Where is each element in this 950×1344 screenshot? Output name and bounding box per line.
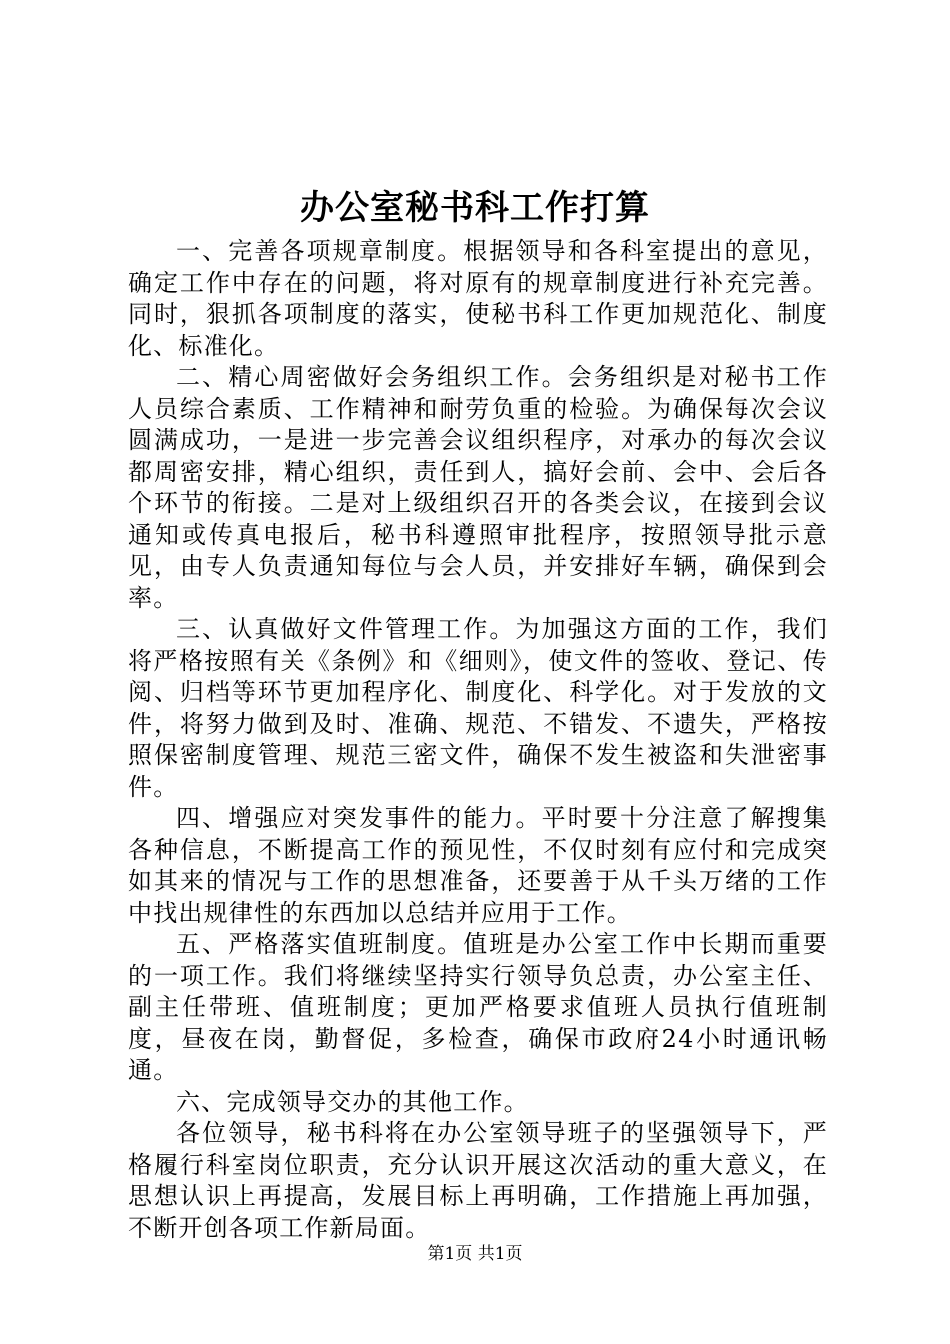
document-title: 办公室秘书科工作打算	[300, 188, 650, 228]
paragraph-6: 六、完成领导交办的其他工作。	[176, 1087, 529, 1116]
paragraph-1: 一、完善各项规章制度。根据领导和各科室提出的意见，确定工作中存在的问题，将对原有的规章制度进行补充完善。同时，狠抓各项制度的落实，使秘书科工作更加规范化、制度化、标准化。	[128, 237, 828, 360]
page-number-footer: 第1页 共1页	[427, 1244, 523, 1264]
paragraph-2: 二、精心周密做好会务组织工作。会务组织是对秘书工作人员综合素质、工作精神和耐劳负重的检验。为确保每次会议圆满成功，一是进一步完善会议组织程序，对承办的每次会议都周密安排，精心组织，责任到人，搞好会前、会中、会后各个环节的衔接。二是对上级组织召开的各类会议，在接到会议通知或传真电报后，秘书科遵照审批程序，按照领导批示意见，由专人负责通知每位与会人员，并安排好车辆，确保到会率。	[128, 363, 828, 612]
document-body	[128, 236, 828, 1244]
paragraph-3: 三、认真做好文件管理工作。为加强这方面的工作，我们将严格按照有关《条例》和《细则》，使文件的签收、登记、传阅、归档等环节更加程序化、制度化、科学化。对于发放的文件，将努力做到及时、准确、规范、不错发、不遗失，严格按照保密制度管理、规范三密文件，确保不发生被盗和失泄密事件。	[128, 615, 828, 801]
paragraph-4: 四、增强应对突发事件的能力。平时要十分注意了解搜集各种信息，不断提高工作的预见性，不仅时刻有应付和完成突如其来的情况与工作的思想准备，还要善于从千头万绪的工作中找出规律性的东西加以总结并应用于工作。	[128, 804, 828, 927]
paragraph-5: 五、严格落实值班制度。值班是办公室工作中长期而重要的一项工作。我们将继续坚持实行领导负总责，办公室主任、副主任带班、值班制度；更加严格要求值班人员执行值班制度，昼夜在岗，勤督促，多检查，确保市政府24小时通讯畅通。	[128, 930, 828, 1084]
paragraph-7: 各位领导，秘书科将在办公室领导班子的坚强领导下，严格履行科室岗位职责，充分认识开展这次活动的重大意义，在思想认识上再提高，发展目标上再明确，工作措施上再加强，不断开创各项工作新局面。	[128, 1119, 828, 1242]
